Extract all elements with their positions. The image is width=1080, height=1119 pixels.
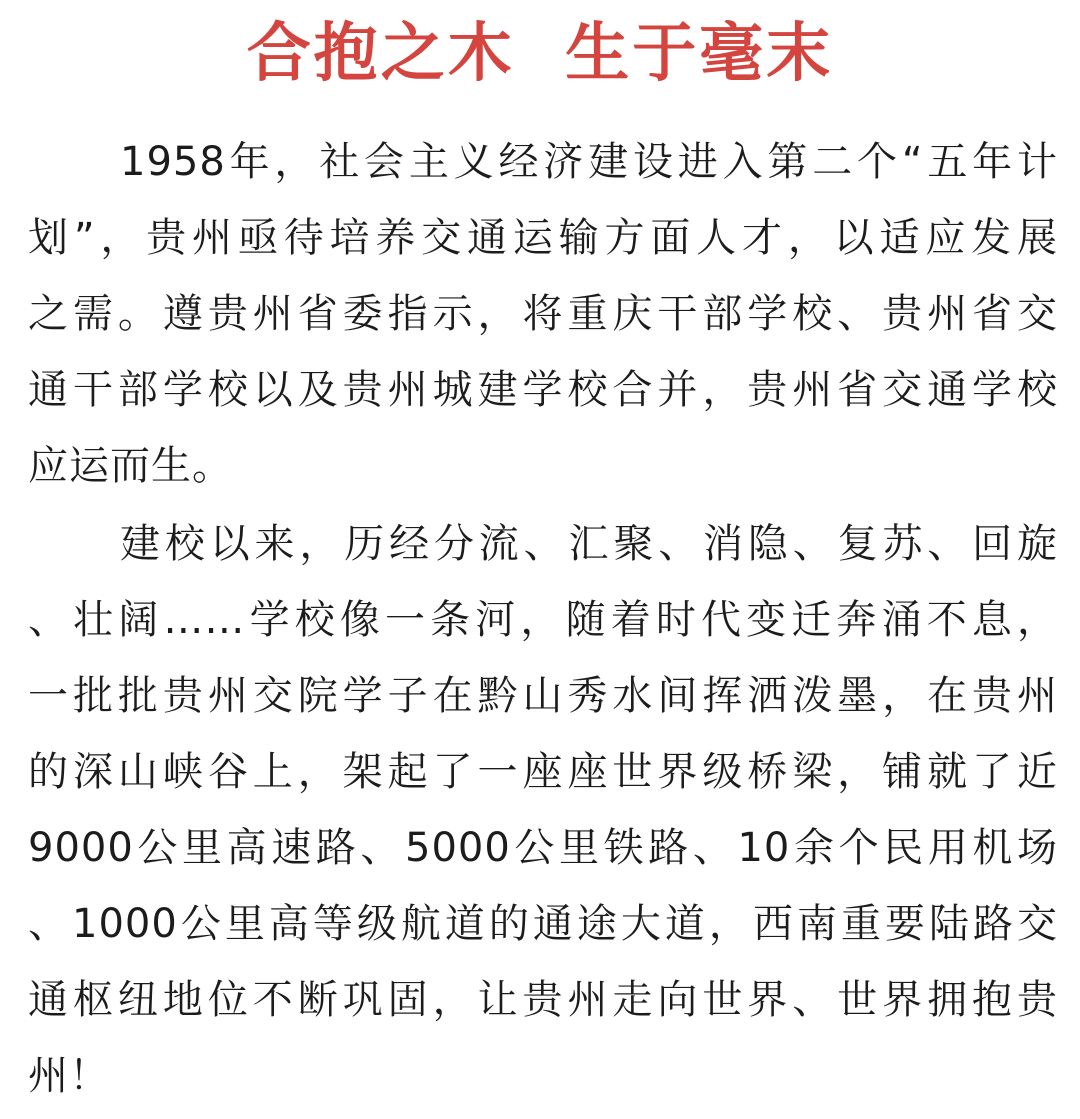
paragraph-line: 一批批贵州交院学子在黔山秀水间挥洒泼墨，在贵州: [28, 673, 1058, 719]
paragraph-line: 9000公里高速路、5000公里铁路、10余个民用机场: [28, 825, 1058, 871]
paragraph-line: 通枢纽地位不断巩固，让贵州走向世界、世界拥抱贵: [28, 977, 1058, 1023]
paragraph-line: 应运而生。: [28, 443, 233, 489]
paragraph-line: 、1000公里高等级航道的通途大道，西南重要陆路交: [28, 901, 1058, 947]
paragraph-line: 之需。遵贵州省委指示，将重庆干部学校、贵州省交: [28, 291, 1058, 337]
paragraph-line: 的深山峡谷上，架起了一座座世界级桥梁，铺就了近: [28, 749, 1058, 795]
paragraph-line: 通干部学校以及贵州城建学校合并，贵州省交通学校: [28, 367, 1058, 413]
paragraph-line: 1958年，社会主义经济建设进入第二个“五年计: [120, 139, 1058, 185]
paragraph-line: 州！: [28, 1053, 110, 1099]
article-title: 合抱之木 生于毫末: [246, 17, 834, 91]
paragraph-line: 、壮阔……学校像一条河，随着时代变迁奔涌不息，: [28, 597, 1058, 643]
paragraph-line: 建校以来，历经分流、汇聚、消隐、复苏、回旋: [120, 521, 1058, 567]
paragraph-line: 划”，贵州亟待培养交通运输方面人才，以适应发展: [28, 215, 1058, 261]
paragraph-1: [28, 124, 1058, 504]
article-body: [28, 124, 1058, 1114]
paragraph-2: [28, 506, 1058, 1114]
